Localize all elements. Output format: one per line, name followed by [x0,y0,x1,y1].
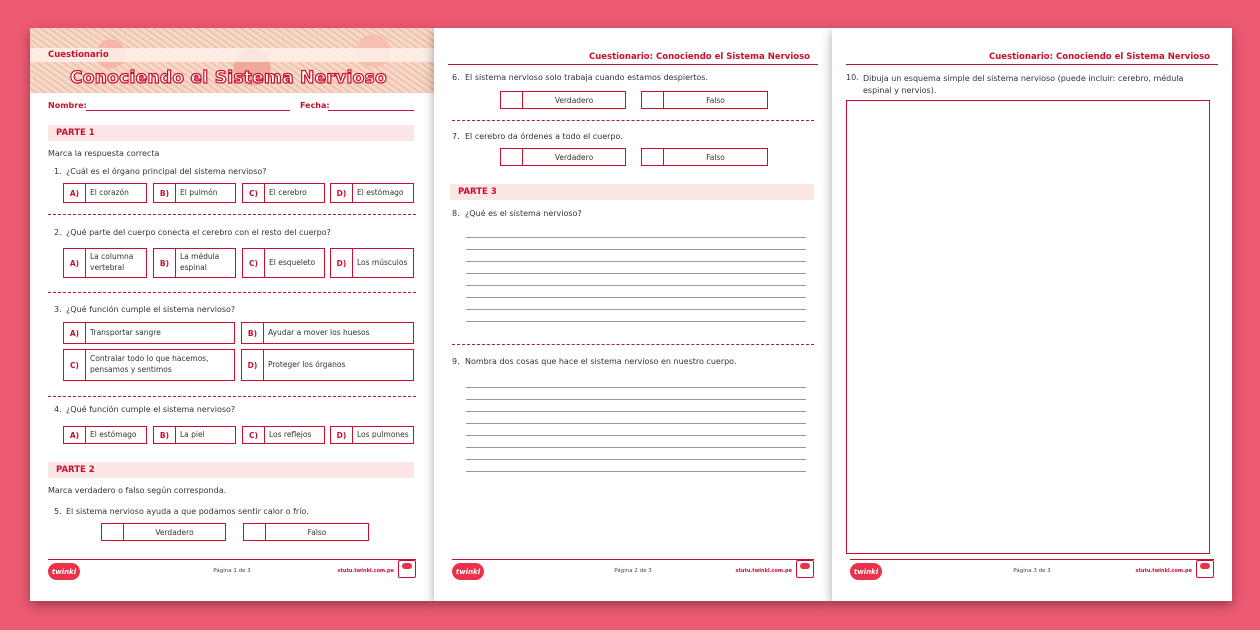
q8-number: 8. [452,209,460,218]
q5-number: 5. [54,507,62,516]
q1-text: ¿Cuál es el órgano principal del sistema nervioso? [66,167,267,176]
answer-line[interactable] [466,411,806,412]
q2-number: 2. [54,228,62,237]
section-parte-3: PARTE 3 [450,184,814,200]
q8-text: ¿Qué es el sistema nervioso? [465,209,582,218]
q1-option-a[interactable]: A) El corazón [63,183,147,203]
answer-line[interactable] [466,237,806,238]
instruction-1: Marca la respuesta correcta [48,149,160,158]
divider [48,396,416,397]
answer-line[interactable] [466,471,806,472]
q6-verdadero[interactable]: Verdadero [500,91,626,109]
q9-number: 9. [452,357,460,366]
banner-label: Cuestionario [48,50,109,60]
answer-line[interactable] [466,435,806,436]
answer-line[interactable] [466,399,806,400]
page-header: Cuestionario: Conociendo el Sistema Nervioso [988,52,1210,62]
answer-line[interactable] [466,297,806,298]
site-link[interactable]: stutu.twinkl.com.pe [337,568,394,574]
q2-option-b[interactable]: B) La médula espinal [153,248,236,278]
worksheet-page-2 [434,28,832,601]
q4-option-c[interactable]: C) Los reflejos [242,426,325,444]
q1-number: 1. [54,167,62,176]
answer-line[interactable] [466,261,806,262]
q10-text: Dibuja un esquema simple del sistema nervioso (puede incluir: cerebro, médula espinal y nervios). [863,74,1184,96]
badge-icon [796,560,814,578]
answer-line[interactable] [466,273,806,274]
worksheet-title: Conociendo el Sistema Nervioso [70,68,387,88]
q6-falso[interactable]: Falso [641,91,768,109]
q6-text: El sistema nervioso solo trabaja cuando estamos despiertos. [465,73,709,82]
instruction-2: Marca verdadero o falso según corresponda. [48,486,227,495]
twinkl-logo: twinkl [48,563,80,580]
q4-option-a[interactable]: A) El estómago [63,426,147,444]
divider [48,292,416,293]
q1-option-d[interactable]: D) El estómago [330,183,414,203]
q5-verdadero[interactable]: Verdadero [101,523,226,541]
drawing-area[interactable] [846,100,1210,554]
q2-option-c[interactable]: C) El esqueleto [242,248,325,278]
answer-line[interactable] [466,321,806,322]
answer-line[interactable] [466,285,806,286]
badge-icon [398,560,416,578]
answer-line[interactable] [466,387,806,388]
page-header: Cuestionario: Conociendo el Sistema Nervioso [588,52,810,62]
answer-line[interactable] [466,249,806,250]
q5-falso[interactable]: Falso [243,523,369,541]
answer-line[interactable] [466,459,806,460]
divider [48,214,416,215]
site-link[interactable]: stutu.twinkl.com.pe [735,568,792,574]
answer-line[interactable] [466,309,806,310]
q3-option-b[interactable]: B) Ayudar a mover los huesos [241,322,414,344]
q3-option-c[interactable]: C) Contralar todo lo que hacemos, pensamos y sentimos [63,349,235,381]
fecha-line[interactable] [328,110,414,111]
nombre-line[interactable] [86,110,290,111]
q7-number: 7. [452,132,460,141]
answer-line[interactable] [466,423,806,424]
twinkl-logo: twinkl [850,563,882,580]
nombre-label: Nombre: [48,101,87,110]
worksheet-page-3 [832,28,1232,601]
badge-icon [1196,560,1214,578]
title-banner [30,28,434,93]
q2-text: ¿Qué parte del cuerpo conecta el cerebro con el resto del cuerpo? [66,228,331,237]
page-number: Página 1 de 3 [213,568,251,574]
q4-number: 4. [54,405,62,414]
q1-option-b[interactable]: B) El pulmón [153,183,236,203]
q2-option-a[interactable]: A) La columna vertebral [63,248,147,278]
answer-line[interactable] [466,447,806,448]
q9-text: Nombra dos cosas que hace el sistema nervioso en nuestro cuerpo. [465,357,737,366]
q4-text: ¿Qué función cumple el sistema nervioso? [66,405,236,414]
q10-number: 10. [846,73,859,82]
q1-option-c[interactable]: C) El cerebro [242,183,325,203]
fecha-label: Fecha: [300,101,330,110]
worksheet-page-1 [30,28,434,601]
page-number: Página 3 de 3 [1013,568,1051,574]
q7-falso[interactable]: Falso [641,148,768,166]
q7-text: El cerebro da órdenes a todo el cuerpo. [465,132,623,141]
q5-text: El sistema nervioso ayuda a que podamos sentir calor o frío. [66,507,309,516]
q3-number: 3. [54,305,62,314]
site-link[interactable]: stutu.twinkl.com.pe [1135,568,1192,574]
twinkl-logo: twinkl [452,563,484,580]
q3-option-d[interactable]: D) Proteger los órganos [241,349,414,381]
section-parte-2: PARTE 2 [48,462,414,478]
page-number: Página 2 de 3 [614,568,652,574]
section-parte-1: PARTE 1 [48,125,414,141]
q7-verdadero[interactable]: Verdadero [500,148,626,166]
q3-text: ¿Qué función cumple el sistema nervioso? [66,305,236,314]
q4-option-b[interactable]: B) La piel [153,426,236,444]
q4-option-d[interactable]: D) Los pulmones [330,426,414,444]
q6-number: 6. [452,73,460,82]
q2-option-d[interactable]: D) Los músculos [330,248,414,278]
q3-option-a[interactable]: A) Transportar sangre [63,322,235,344]
